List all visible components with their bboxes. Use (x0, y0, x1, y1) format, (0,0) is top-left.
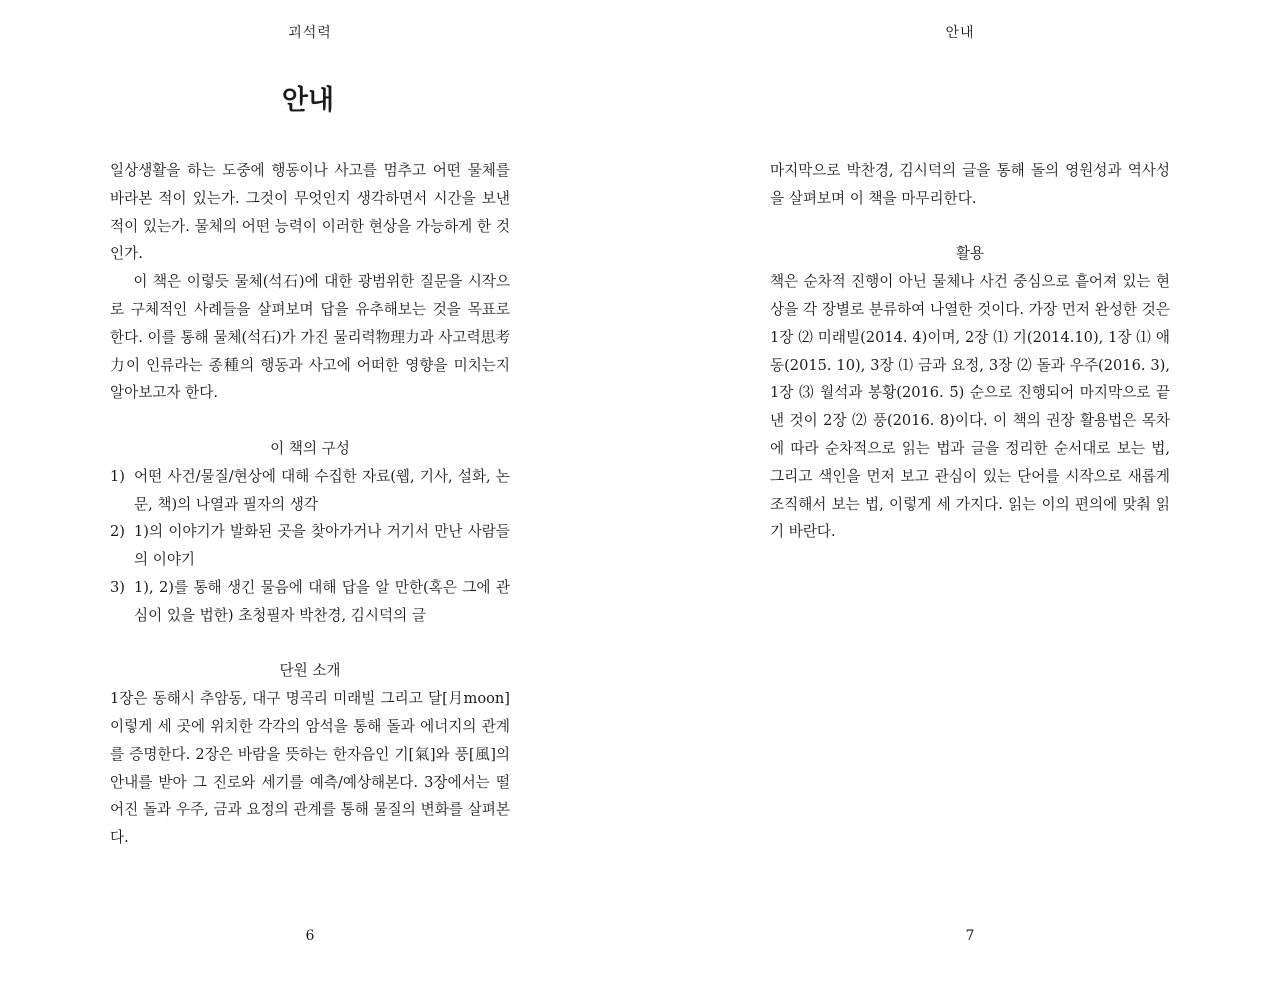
list-item-number: 1) (110, 467, 125, 485)
units-heading: 단원 소개 (279, 662, 341, 680)
structure-list (110, 463, 510, 630)
running-head: 괴석력 (288, 25, 332, 41)
right-page-body (770, 157, 1170, 546)
right-page (640, 0, 1280, 984)
units-paragraph: 1장은 동해시 추암동, 대구 명곡리 미래빌 그리고 달[月moon] 이렇게 세 곳에 위치한 각각의 암석을 통해 돌과 에너지의 관계를 증명한다. 2장은 바람을 뜻하는 한자음인 기[氣]와 풍[風]의 안내를 받아 그 진로와 세기를 예측/예상해본다. 3장에서는 떨어진 돌과 우주, 금과 요정의 관계를 통해 물질의 변화를 살펴본다. (110, 690, 510, 847)
list-item (110, 574, 510, 630)
list-item-number: 3) (110, 578, 125, 596)
usage-paragraph: 책은 순차적 진행이 아닌 물체나 사건 중심으로 흩어져 있는 현상을 각 장별로 분류하여 나열한 것이다. 가장 먼저 완성한 것은 1장 ⑵ 미래빌(2014. 4)이며, 2장 ⑴ 기(2014.10), 1장 ⑴ 애동(2015. 10), 3장 ⑴ 금과 요정, 3장 ⑵ 돌과 우주(2016. 3), 1장 ⑶ 월석과 봉황(2016. 5) 순으로 진행되어 마지막으로 끝낸 것이 2장 ⑵ 풍(2016. 8)이다. 이 책의 권장 활용법은 목차에 따라 순차적으로 읽는 법과 글을 정리한 순서대로 보는 법, 그리고 색인을 먼저 보고 관심이 있는 단어를 시작으로 새롭게 조직해서 보는 법, 이렇게 세 가지다. 읽는 이의 편의에 맞춰 읽기 바란다. (770, 273, 1170, 541)
running-head: 안내 (945, 25, 975, 41)
list-item (110, 463, 510, 519)
list-item (110, 518, 510, 574)
page-number: 7 (965, 928, 975, 944)
closing-paragraph: 마지막으로 박찬경, 김시덕의 글을 통해 돌의 영원성과 역사성을 살펴보며 이 책을 마무리한다. (770, 162, 1170, 207)
intro-paragraph: 이 책은 이렇듯 물체(석石)에 대한 광범위한 질문을 시작으로 구체적인 사례들을 살펴보며 답을 유추해보는 것을 목표로 한다. 이를 통해 물체(석石)가 가진 물리력物理力과 사고력思考力이 인류라는 종種의 행동과 사고에 어떠한 영향을 미치는지 알아보고자 한다. (110, 273, 510, 402)
page-number: 6 (305, 928, 315, 944)
intro-paragraph: 일상생활을 하는 도중에 행동이나 사고를 멈추고 어떤 물체를 바라본 적이 있는가. 그것이 무엇인지 생각하면서 시간을 보낸 적이 있는가. 물체의 어떤 능력이 이러한 현상을 가능하게 한 것인가. (110, 162, 510, 263)
list-item-text: 1)의 이야기가 발화된 곳을 찾아가거나 거기서 만난 사람들의 이야기 (134, 523, 510, 569)
structure-heading: 이 책의 구성 (270, 439, 350, 457)
list-item-text: 어떤 사건/물질/현상에 대해 수집한 자료(웹, 기사, 설화, 논문, 책)의 나열과 필자의 생각 (134, 467, 510, 513)
usage-heading: 활용 (955, 245, 985, 263)
page-title: 안내 (281, 85, 335, 116)
list-item-number: 2) (110, 523, 125, 541)
list-item-text: 1), 2)를 통해 생긴 물음에 대해 답을 알 만한(혹은 그에 관심이 있을 법한) 초청필자 박찬경, 김시덕의 글 (134, 578, 510, 624)
left-page-body (110, 157, 510, 852)
